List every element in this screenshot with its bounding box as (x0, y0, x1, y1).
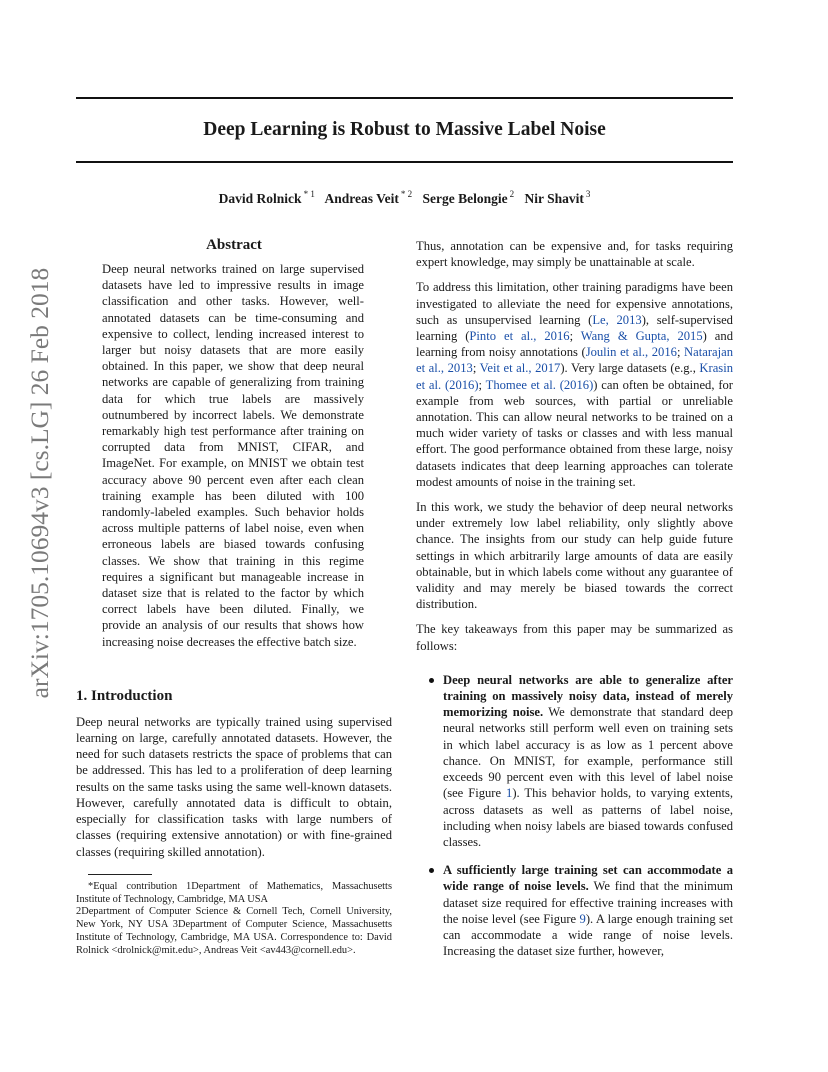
bullet-icon (429, 868, 434, 873)
author: Nir Shavit $^3$ (524, 189, 591, 206)
footnote-affiliations: *Equal contribution 1Department of Mathematics, Massachusetts Institute of Technology, Cambridge, MA USA (76, 880, 392, 905)
list-item: A sufficiently large training set can accommodate a wide range of noise levels. We find that the minimum dataset size required for effective training increases with the noise level (see Figure 9). A large enough training set can accommodate a wide range of noise levels. Increasing the dataset size further, however, (416, 862, 733, 959)
citation-link[interactable]: Pinto et al., 2016 (469, 329, 570, 344)
author-list (76, 189, 733, 207)
paragraph: To address this limitation, other training paradigms have been investigated to alleviate the need for expensive annotations, such as unsupervised learning (Le, 2013), self-supervised learning (Pinto et al., 2016; Wang & Gupta, 2015) and learning from noisy annotations (Joulin et al., 2016; Natarajan et al., 2013; Veit et al., 2017). Very large datasets (e.g., Krasin et al. (2016); Thomee et al. (2016)) can often be obtained, for example from web sources, with partial or unreliable annotation. This can allow neural networks to be trained on a much wider variety of tasks or classes and with less manual effort. The good performance obtained from these large, noisy datasets indicates that deep learning approaches can tolerate modest amounts of noise in the training set. (416, 280, 733, 489)
author-affiliation-mark: 3 (585, 189, 591, 199)
author-affiliation-mark: * 2 (400, 189, 413, 199)
paper-title: Deep Learning is Robust to Massive Label Noise (203, 119, 606, 140)
author: David Rolnick $^{* 1}$ (218, 189, 315, 206)
figure-link[interactable]: 1 (506, 786, 513, 801)
list-item: Deep neural networks are able to generalize after training on massively noisy data, instead of merely memorizing noise. We demonstrate that standard deep neural networks still perform well even on training sets in which label accuracy is as low as 1 percent above chance. On MNIST, for example, performance still exceeds 90 percent even with this level of label noise (see Figure 1). This behavior holds, to varying extents, across datasets as well as patterns of label noise, including when noisy labels are biased towards confused classes. (416, 672, 733, 850)
arxiv-identifier: arXiv:1705.10694v3 [cs.LG] 26 Feb 2018 (25, 267, 54, 699)
right-column (416, 238, 733, 971)
citation-link[interactable]: Joulin et al., 2016 (585, 345, 677, 360)
introduction-heading: 1. Introduction (76, 687, 173, 704)
abstract-text: Deep neural networks trained on large supervised datasets have led to impressive results in image classification and other tasks. However, well-annotated datasets can be time-consuming and expensive to collect, lending increased interest to larger but noisy datasets that are more easily obtained. In this paper, we show that deep neural networks are capable of generalizing from training data for which true labels are massively outnumbered by incorrect labels. We demonstrate remarkably high test performance after training on corrupted data from MNIST, CIFAR, and ImageNet. For example, on MNIST we obtain test accuracy above 90 percent even after each clean training example has been diluted with 100 randomly-labeled examples. Such behavior holds across multiple patterns of label noise, even when erroneous labels are biased towards confusing classes. We show that training in this regime requires a significant but manageable increase in dataset size that is related to the factor by which correct labels have been diluted. Finally, we provide an analysis of our results that shows how increasing noise decreases the effective batch size. (102, 262, 364, 649)
citation-link[interactable]: Thomee et al. (2016) (485, 377, 594, 392)
left-column (76, 236, 392, 957)
citation-link[interactable]: Krasin et al. (2016) (416, 361, 733, 392)
footnote (76, 881, 392, 958)
author-affiliation-mark: 2 (509, 189, 515, 199)
author-affiliation-mark: * 1 (303, 189, 315, 199)
citation-link[interactable]: Wang & Gupta, 2015 (580, 329, 703, 344)
paragraph: In this work, we study the behavior of deep neural networks under extremely low label reliability, only slightly above chance. The insights from our study can help guide future settings in which arbitrarily large amounts of data are easily obtainable, but in which labels come without any guarantee of validity and may merely be biased towards the correct distribution. (416, 500, 733, 612)
paragraph: The key takeaways from this paper may be summarized as follows: (416, 622, 733, 653)
citation-link[interactable]: Veit et al., 2017 (479, 361, 561, 376)
bullet-icon (429, 678, 434, 683)
author: Serge Belongie $^2$ (422, 189, 515, 206)
title-rule-top (76, 97, 733, 99)
author: Andreas Veit $^{* 2}$ (324, 189, 413, 206)
introduction-text: Deep neural networks are typically trained using supervised learning on large, carefully annotated datasets. However, the need for such datasets restricts the space of problems that can be addressed. This has led to a proliferation of deep learning results on the same tasks using the same well-known datasets. However, carefully annotated data is difficult to obtain, especially for classification tasks with large numbers of classes (requiring extensive annotation) or with fine-grained classes (requiring skilled annotation). (76, 714, 392, 859)
key-takeaways-list (416, 672, 733, 959)
footnote-rule (88, 874, 152, 875)
citation-link[interactable]: Le, 2013 (592, 312, 642, 327)
title-rule-bottom (76, 161, 733, 163)
paragraph: Thus, annotation can be expensive and, for tasks requiring expert knowledge, may simply be unattainable at scale. (416, 239, 733, 270)
figure-link[interactable]: 9 (579, 911, 586, 926)
citation-link[interactable]: Natarajan et al., 2013 (416, 345, 733, 376)
abstract-heading: Abstract (206, 237, 262, 253)
footnote-correspondence: 2Department of Computer Science & Cornell Tech, Cornell University, New York, NY USA 3Department of Computer Science, Massachusetts Institute of Technology, Cambridge, MA USA. Correspondence to: David Rolnick <drolnick@mit.edu>, Andreas Veit <av443@cornell.edu>. (76, 906, 392, 956)
